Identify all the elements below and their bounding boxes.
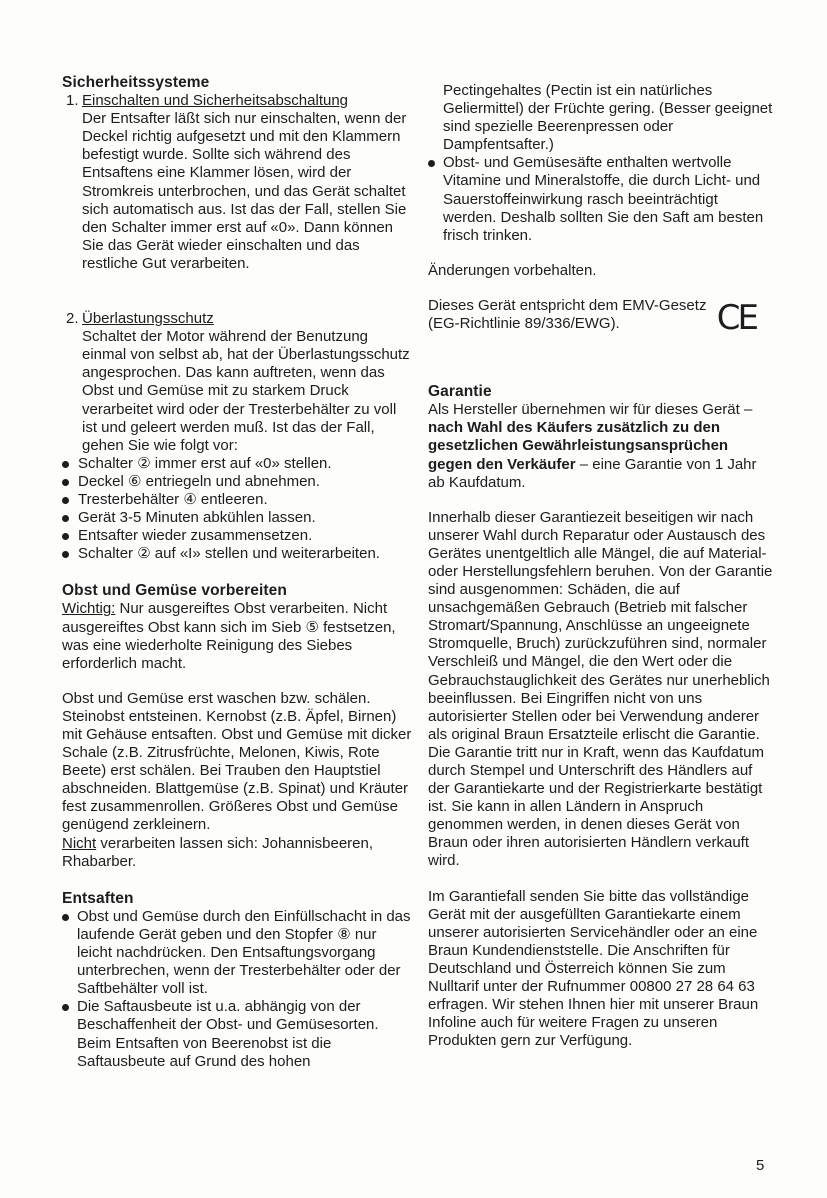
list-item: Schalter ② immer erst auf «0» stellen. <box>62 455 414 473</box>
prep-important-paragraph <box>62 600 414 672</box>
numbered-item-1 <box>62 92 414 273</box>
list-item: Obst und Gemüse durch den Einfüllschacht in das laufende Gerät geben und den Stopfer ⑧ nur leicht nachdrücken. Den Entsaftungsvorgang unterbrechen, wenn der Tresterbehälter oder der Saftbehälter voll ist. <box>62 908 414 998</box>
item-number: 2. <box>66 310 79 328</box>
emv-text: Dieses Gerät entspricht dem EMV-Gesetz (EG-Richtlinie 89/336/EWG). <box>428 296 707 333</box>
overload-steps-list <box>62 455 414 564</box>
changes-note: Änderungen vorbehalten. <box>428 261 597 279</box>
guarantee-intro-bold: nach Wahl des Käufers zusätzlich zu den gesetzlichen Gewährleistungsansprüchen gegen den Verkäufer <box>428 419 729 473</box>
juicing-heading: Entsaften <box>62 889 134 907</box>
item-text: Schaltet der Motor während der Benutzung einmal von selbst ab, hat der Überlastungsschutz angesprochen. Das kann auftreten, wenn das Obst und Gemüse mit zu starkem Druck verarbeitet wird oder der Tresterbehälter zu voll ist und geleert werden muß. Ist das der Fall, gehen Sie wie folgt vor: <box>82 328 410 454</box>
item-number: 1. <box>66 92 79 110</box>
prep-not-paragraph <box>62 835 414 871</box>
not-text: verarbeiten lassen sich: Johannisbeeren, Rhabarber. <box>62 834 374 870</box>
list-item: Tresterbehälter ④ entleeren. <box>62 491 414 509</box>
item-title: Einschalten und Sicherheitsabschaltung <box>82 92 349 110</box>
list-item: Schalter ② auf «I» stellen und weiterarbeiten. <box>62 545 414 563</box>
not-label: Nicht <box>62 834 97 852</box>
item-title: Überlastungsschutz <box>82 310 214 328</box>
guarantee-heading: Garantie <box>428 383 492 401</box>
list-item: Obst- und Gemüsesäfte enthalten wertvolle Vitamine und Mineralstoffe, die durch Licht- und Sauerstoffeinwirkung rasch beeinträchtigt werden. Deshalb sollten Sie den Saft am besten frisch trinken. <box>428 154 774 244</box>
left-column <box>62 74 414 1071</box>
important-label: Wichtig: <box>62 600 116 618</box>
list-item: Gerät 3-5 Minuten abkühlen lassen. <box>62 509 414 527</box>
page-number: 5 <box>756 1157 765 1174</box>
guarantee-intro-start: Als Hersteller übernehmen wir für dieses Gerät – <box>428 401 753 419</box>
guarantee-intro-end: – eine Garantie von 1 Jahr ab Kaufdatum. <box>428 455 757 491</box>
right-column <box>428 74 774 1050</box>
list-item: Die Saftausbeute ist u.a. abhängig von der Beschaffenheit der Obst- und Gemüsesorten. Beim Entsaften von Beerenobst ist die Saftausbeute auf Grund des hohen <box>62 998 414 1070</box>
vitamin-list <box>428 154 774 244</box>
important-text: Nur ausgereiftes Obst verarbeiten. Nicht ausgereiftes Obst kann sich im Sieb ⑤ festsetzen, was eine wiederholte Reinigung des Siebes erforderlich macht. <box>62 600 396 672</box>
juicing-list <box>62 908 414 1071</box>
guarantee-paragraph: Innerhalb dieser Garantiezeit beseitigen wir nach unserer Wahl durch Reparatur oder Austausch des Gerätes unentgeltlich alle Mängel, die auf Material- oder Herstellungsfehlern beruhen. Von der Garantie sind ausgenommen: Schäden, die auf unsachgemäßen Gebrauch (Betrieb mit falscher Stromart/Spannung, Anschlüsse an ungeeignete Stromquelle, Bruch) zurückzuführen sind, normaler Verschleiß und Mängel, die den Wert oder die Gebrauchstauglichkeit des Gerätes nur unerheblich beeinflussen. Bei Eingriffen nicht von uns autorisierter Stellen oder bei Verwendung anderer als original Braun Ersatzteile erlischt die Garantie. Die Garantie tritt nur in Kraft, wenn das Kaufdatum durch Stempel und Unterschrift des Händlers auf der Garantiekarte und der Registrierkarte bestätigt ist. Sie kann in allen Ländern in Anspruch genommen werden, in denen dieses Gerät von Braun oder ihren autorisierten Händlern verkauft wird. <box>428 508 773 870</box>
service-paragraph: Im Garantiefall senden Sie bitte das vollständige Gerät mit der ausgefüllten Garantiekarte einem unserer autorisierten Servicehändler oder an eine Braun Kundendienststelle. Die Anschriften für Deutschland und Österreich können Sie zum Nulltarif unter der Rufnummer 00800 27 28 64 63 erfragen. Wir stehen Ihnen hier mit unserer Braun Infoline auch für weitere Fragen zu unseren Produkten gern zur Verfügung. <box>428 887 759 1050</box>
ce-mark-icon: CE <box>716 297 756 338</box>
prep-paragraph: Obst und Gemüse erst waschen bzw. schälen. Steinobst entsteinen. Kernobst (z.B. Äpfel, Birnen) mit Gehäuse entsaften. Obst und Gemüse mit dicker Schale (z.B. Zitrusfrüchte, Melonen, Kiwis, Rote Beete) erst schälen. Bei Trauben den Hauptstiel abschneiden. Blattgemüse (z.B. Spinat) und Kräuter fest zusammenrollen. Größeres Obst und Gemüse genügend zerkleinern. <box>62 689 412 834</box>
list-item: Deckel ⑥ entriegeln und abnehmen. <box>62 473 414 491</box>
emv-statement <box>428 296 774 338</box>
guarantee-intro <box>428 401 774 491</box>
continuation-paragraph: Pectingehaltes (Pectin ist ein natürliches Geliermittel) der Früchte gering. (Besser geeignet sind spezielle Beerenpressen oder Dampfentsafter.) <box>443 82 773 154</box>
prep-heading: Obst und Gemüse vorbereiten <box>62 582 287 600</box>
item-text: Der Entsafter läßt sich nur einschalten, wenn der Deckel richtig aufgesetzt und mit den Klammern befestigt wurde. Sollte sich während des Entsaftens eine Klammer lösen, wird der Stromkreis unterbrochen, und das Gerät schaltet sich automatisch aus. Ist das der Fall, stellen Sie den Schalter immer erst auf «0». Dann können Sie das Gerät wieder einschalten und das restliche Gut verarbeiten. <box>82 110 407 272</box>
safety-heading: Sicherheitssysteme <box>62 74 210 91</box>
list-item: Entsafter wieder zusammensetzen. <box>62 527 414 545</box>
numbered-item-2 <box>62 310 414 455</box>
